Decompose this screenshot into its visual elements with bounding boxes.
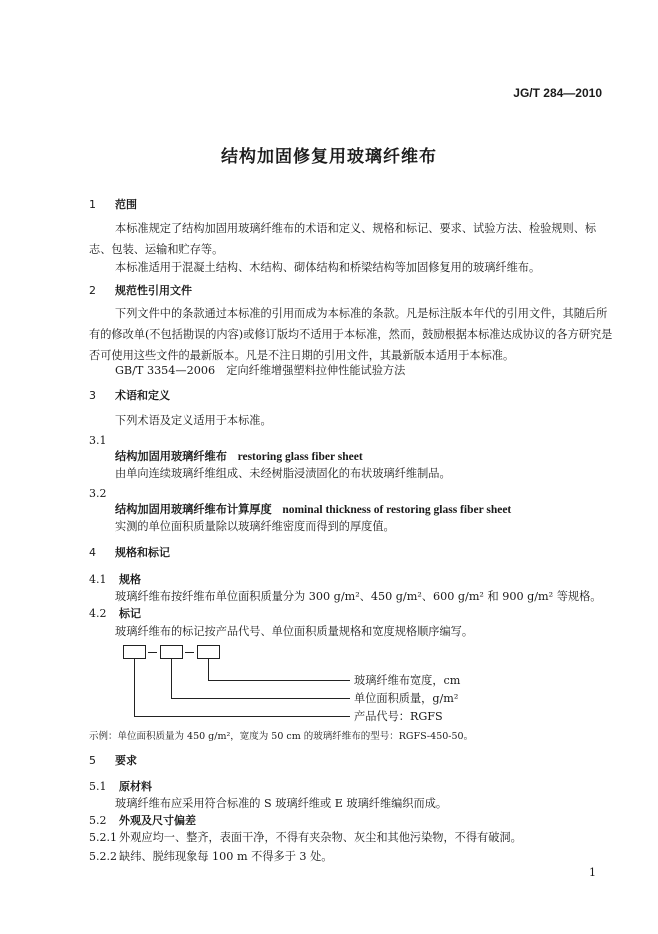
- subsection-5-1-heading: [89, 778, 152, 794]
- subsection-4-2-text: 玻璃纤维布的标记按产品代号、单位面积质量规格和宽度规格顺序编写。: [115, 625, 474, 638]
- subsection-5-2-2-number: 5.2.2: [89, 850, 117, 863]
- section-4-heading: [89, 544, 170, 560]
- term-3-1-en: restoring glass fiber sheet: [237, 451, 363, 463]
- code-box-2: [160, 645, 183, 659]
- reference-gbt3354: GB/T 3354—2006 定向纤维增强塑料拉伸性能试验方法: [115, 364, 406, 377]
- page-number: 1: [589, 866, 596, 879]
- subsection-4-2-heading: [89, 605, 141, 621]
- term-3-1-number: 3.1: [89, 434, 107, 447]
- subsection-5-1-number: 5.1: [89, 780, 107, 793]
- leader-line-width-v: [208, 658, 209, 680]
- subsection-4-1-number: 4.1: [89, 573, 107, 586]
- section-3-heading: [89, 387, 170, 403]
- leader-line-code-h: [134, 716, 350, 717]
- section-1-para-1: 本标准规定了结构加固用玻璃纤维布的术语和定义、规格和标记、要求、试验方法、检验规则、标志、包装、运输和贮存等。: [89, 222, 597, 256]
- subsection-4-2-number: 4.2: [89, 607, 107, 620]
- subsection-5-2-heading: [89, 812, 196, 828]
- section-5-heading: [89, 752, 137, 768]
- term-3-2-name: [115, 501, 511, 519]
- subsection-5-2-1: [89, 829, 522, 846]
- subsection-5-2-2-text: 缺纬、脱纬现象每 100 m 不得多于 3 处。: [119, 850, 333, 863]
- section-2-number: 2: [89, 284, 96, 297]
- code-dash-2: [185, 652, 194, 653]
- section-5-title: 要求: [115, 754, 137, 767]
- term-3-2-definition: 实测的单位面积质量除以玻璃纤维密度而得到的厚度值。: [115, 520, 395, 533]
- marking-example: 示例：单位面积质量为 450 g/m²，宽度为 50 cm 的玻璃纤维布的型号：RGFS-450-50。: [89, 731, 474, 742]
- subsection-5-2-number: 5.2: [89, 814, 107, 827]
- leader-line-mass-v: [171, 658, 172, 698]
- code-dash-1: [148, 652, 157, 653]
- standard-code: JG/T 284—2010: [513, 86, 602, 100]
- code-box-1: [123, 645, 146, 659]
- section-1-number: 1: [89, 198, 96, 211]
- term-3-2-number: 3.2: [89, 487, 107, 500]
- term-3-1-definition: 由单向连续玻璃纤维组成、未经树脂浸渍固化的布状玻璃纤维制品。: [115, 467, 451, 480]
- leader-line-mass-h: [171, 698, 350, 699]
- page-title: 结构加固修复用玻璃纤维布: [221, 147, 437, 167]
- subsection-5-2-2: [89, 848, 333, 865]
- subsection-4-1-text: 玻璃纤维布按纤维布单位面积质量分为 300 g/m²、450 g/m²、600 g/m² 和 900 g/m² 等规格。: [115, 590, 602, 603]
- term-3-2-zh: 结构加固用玻璃纤维布计算厚度: [115, 503, 272, 516]
- diagram-label-width: 玻璃纤维布宽度，cm: [354, 674, 461, 687]
- subsection-4-1-title: 规格: [119, 573, 141, 586]
- diagram-label-mass: 单位面积质量，g/m²: [354, 692, 459, 705]
- section-2-para-1: 下列文件中的条款通过本标准的引用而成为本标准的条款。凡是标注版本年代的引用文件，其随后所有的修改单(不包括勘误的内容)或修订版均不适用于本标准，然而，鼓励根据本标准达成协议的各方研究是否可使用这些文件的最新版本。凡是不注日期的引用文件，其最新版本适用于本标准。: [89, 307, 613, 362]
- section-2-title: 规范性引用文件: [115, 284, 192, 297]
- diagram-label-code: 产品代号：RGFS: [354, 710, 443, 723]
- term-3-1-zh: 结构加固用玻璃纤维布: [115, 450, 227, 463]
- section-3-number: 3: [89, 389, 96, 402]
- code-box-3: [197, 645, 220, 659]
- section-4-number: 4: [89, 546, 96, 559]
- leader-line-code-v: [134, 658, 135, 716]
- section-4-title: 规格和标记: [115, 546, 170, 559]
- subsection-5-2-1-number: 5.2.1: [89, 831, 117, 844]
- section-1-title: 范围: [115, 198, 137, 211]
- section-1-para-2: 本标准适用于混凝土结构、木结构、砌体结构和桥梁结构等加固修复用的玻璃纤维布。: [115, 261, 541, 274]
- subsection-5-2-1-text: 外观应均一、整齐，表面干净，不得有夹杂物、灰尘和其他污染物，不得有破洞。: [119, 831, 522, 844]
- subsection-5-1-text: 玻璃纤维布应采用符合标准的 S 玻璃纤维或 E 玻璃纤维编织而成。: [115, 797, 448, 810]
- section-1-heading: [89, 196, 137, 212]
- subsection-4-1-heading: [89, 571, 141, 587]
- section-3-title: 术语和定义: [115, 389, 170, 402]
- term-3-1-name: [115, 448, 363, 466]
- subsection-4-2-title: 标记: [119, 607, 141, 620]
- section-2-heading: [89, 282, 192, 298]
- term-3-2-en: nominal thickness of restoring glass fiber sheet: [282, 504, 512, 516]
- leader-line-width-h: [208, 680, 350, 681]
- section-3-intro: 下列术语及定义适用于本标准。: [115, 414, 272, 427]
- subsection-5-2-title: 外观及尺寸偏差: [119, 814, 196, 827]
- section-5-number: 5: [89, 754, 96, 767]
- subsection-5-1-title: 原材料: [119, 780, 152, 793]
